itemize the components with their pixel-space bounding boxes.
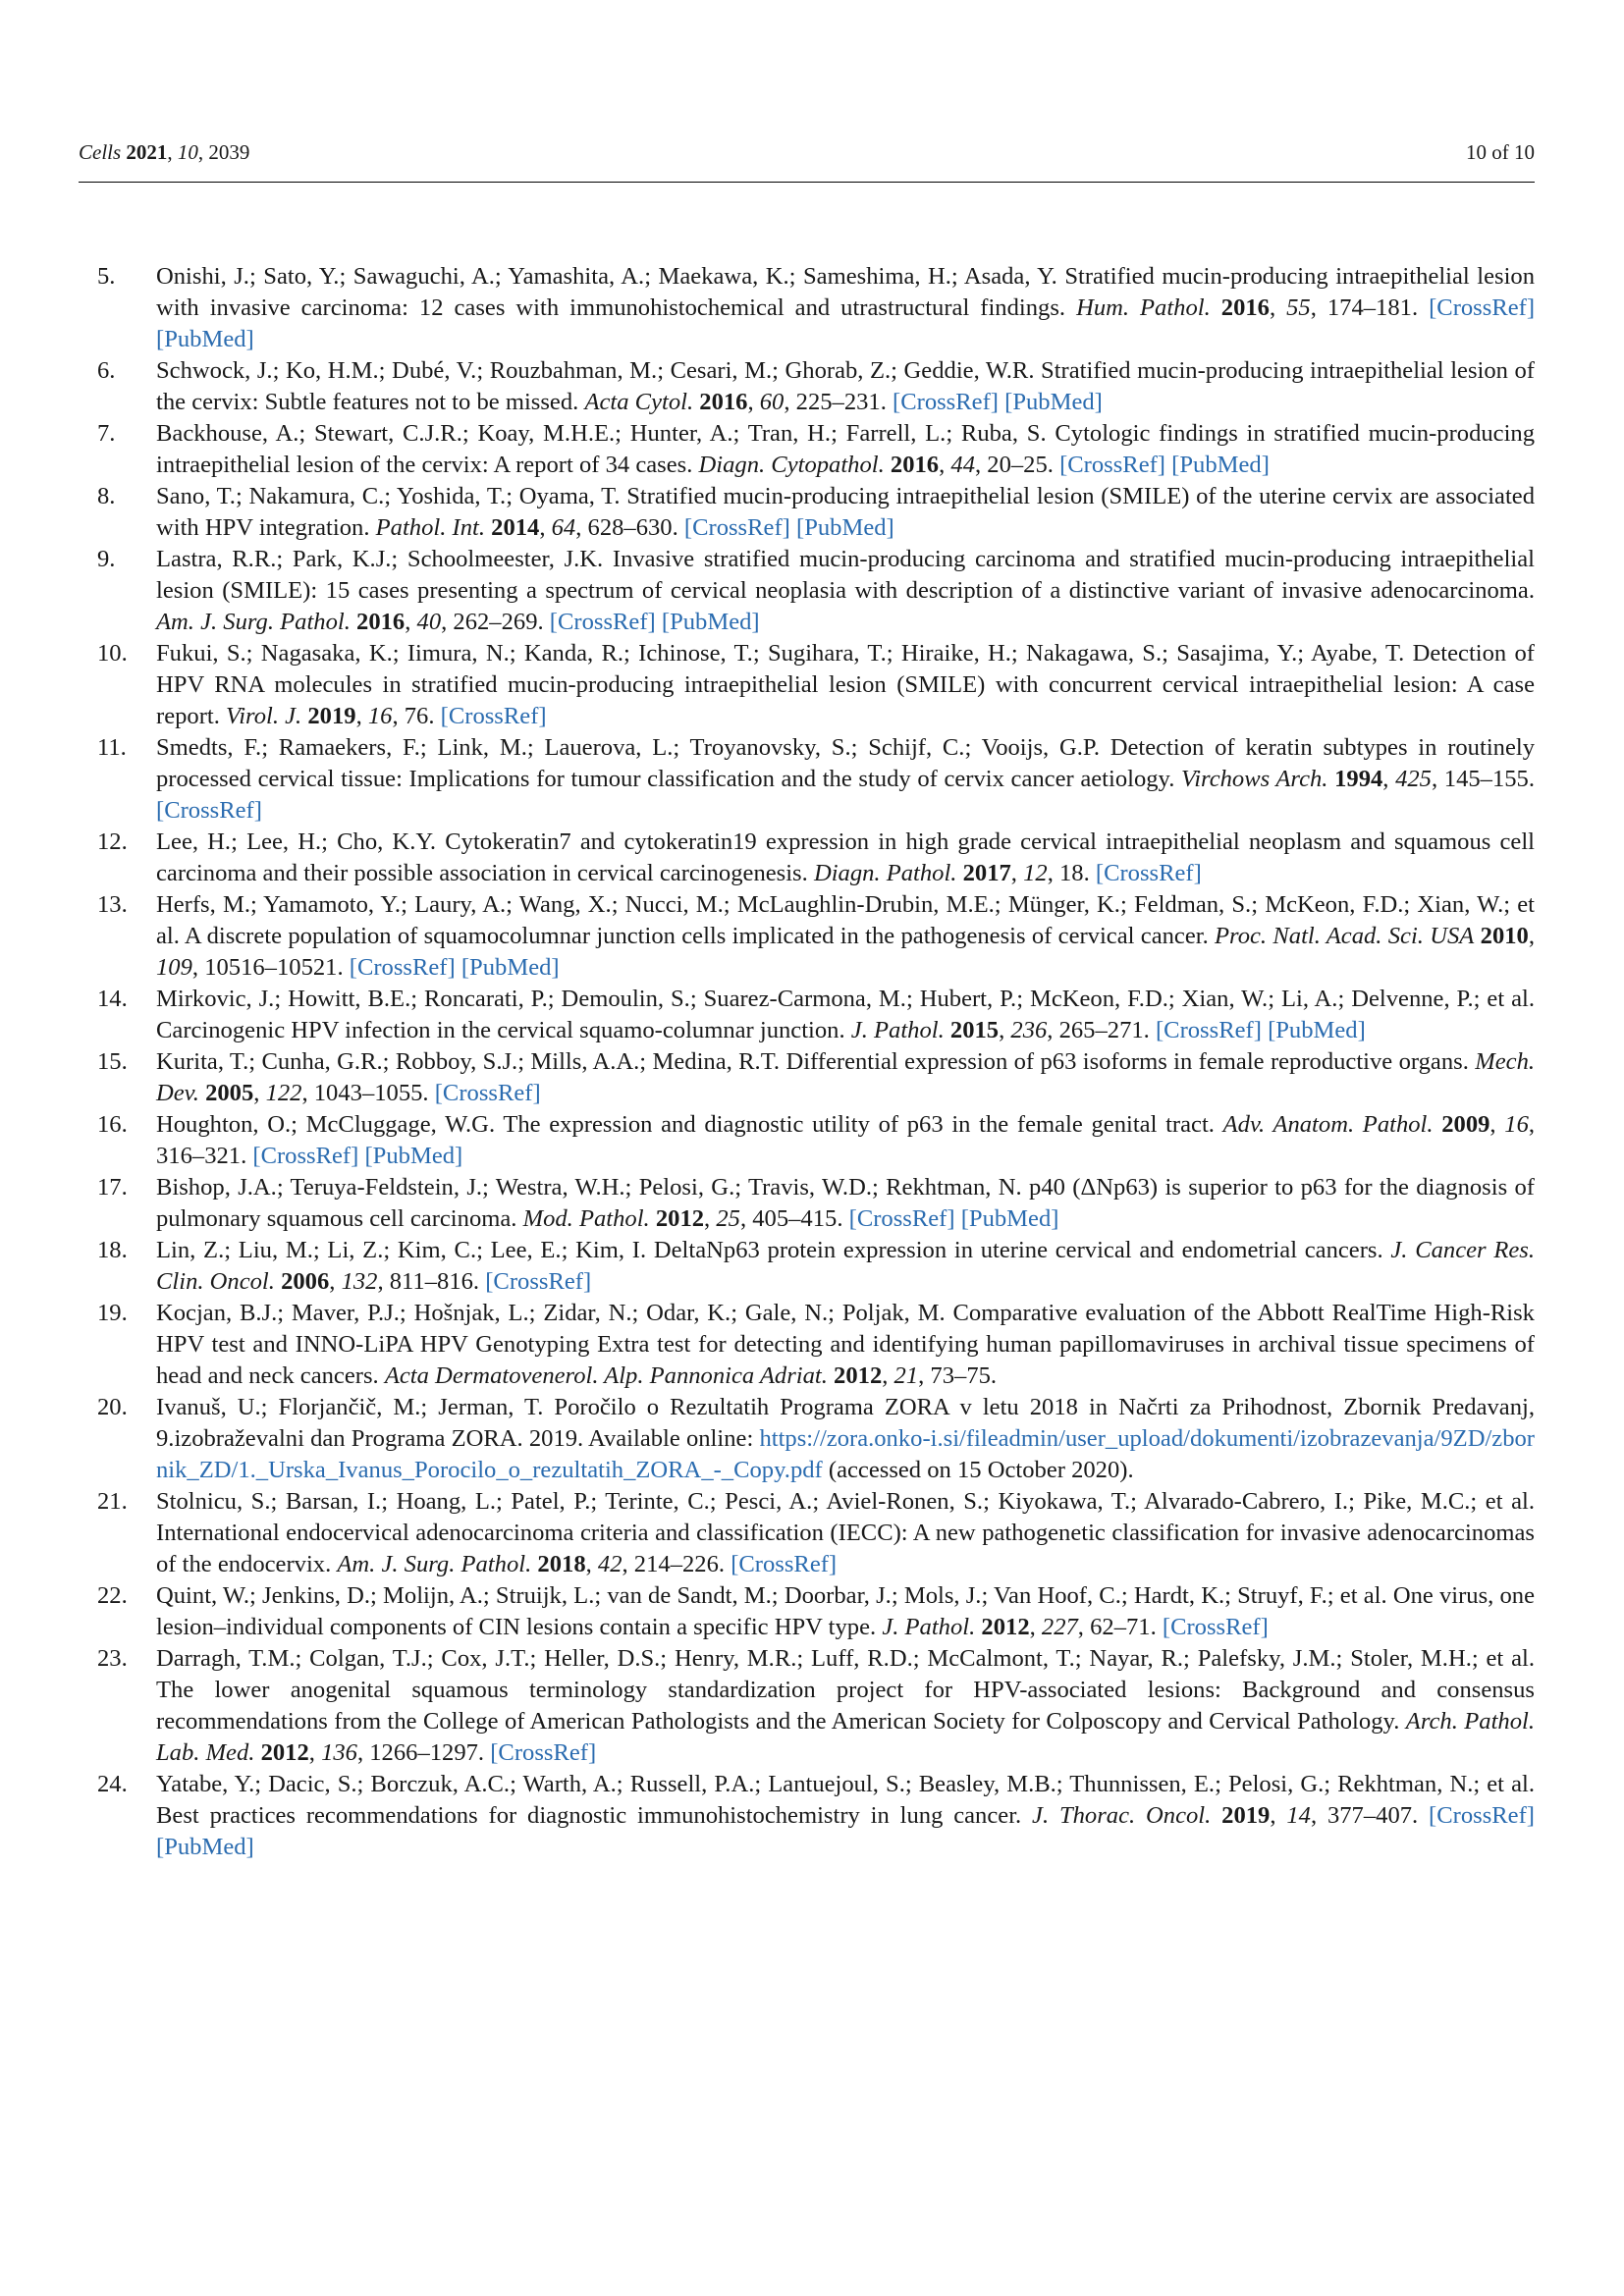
reference-journal: J. Thorac. Oncol. xyxy=(1032,1802,1212,1829)
pubmed-link[interactable]: [PubMed] xyxy=(1171,452,1270,478)
crossref-link[interactable]: [CrossRef] xyxy=(731,1551,838,1577)
reference-volume: 236 xyxy=(1010,1017,1048,1043)
reference-pages: 145–155. xyxy=(1443,766,1535,792)
reference-text: Fukui, S.; Nagasaka, K.; Iimura, N.; Kanda, R.; Ichinose, T.; Sugihara, T.; Hiraike, H.; Nakagawa, S.; Sasajima, Y.; Ayabe, T. Detection of HPV RNA molecules in stratified mucin-producing intraepithelial lesion (SMILE) with concurrent cervical intraepithelial lesion: A case report. Virol. J. 2019, 16, 76. [CrossRef] xyxy=(156,640,1535,729)
reference-number: 6. xyxy=(97,357,116,384)
reference-item xyxy=(79,827,1535,889)
reference-title: Best practices recommendations for diagnostic immunohistochemistry in lung cancer. xyxy=(156,1802,1022,1829)
reference-volume: 55 xyxy=(1286,294,1311,321)
reference-authors: Kocjan, B.J.; Maver, P.J.; Hošnjak, L.; Zidar, N.; Odar, K.; Gale, N.; Poljak, M. xyxy=(156,1300,946,1326)
crossref-link[interactable]: [CrossRef] xyxy=(252,1143,359,1169)
reference-pages: 1266–1297. xyxy=(369,1739,485,1766)
crossref-link[interactable]: [CrossRef] xyxy=(1155,1017,1262,1043)
reference-year: 2014 xyxy=(491,514,540,541)
reference-authors: Stolnicu, S.; Barsan, I.; Hoang, L.; Patel, P.; Terinte, C.; Pesci, A.; Aviel-Ronen, S.; Kiyokawa, T.; Alvarado-Cabrero, I.; Pike, M.C.; et al. xyxy=(156,1488,1535,1515)
reference-authors: Lastra, R.R.; Park, K.J.; Schoolmeester, J.K. xyxy=(156,546,604,572)
reference-volume: 109 xyxy=(156,954,192,981)
reference-year: 2010 xyxy=(1480,923,1529,949)
reference-volume: 227 xyxy=(1041,1614,1078,1640)
pubmed-link[interactable]: [PubMed] xyxy=(796,514,894,541)
crossref-link[interactable]: [CrossRef] xyxy=(434,1080,541,1106)
reference-number: 9. xyxy=(97,546,116,572)
reference-year: 2015 xyxy=(949,1017,1000,1043)
reference-year: 2012 xyxy=(655,1205,705,1232)
reference-number: 8. xyxy=(97,483,116,509)
reference-item xyxy=(79,732,1535,827)
reference-item xyxy=(79,481,1535,544)
reference-authors: Bishop, J.A.; Teruya-Feldstein, J.; Westra, W.H.; Pelosi, G.; Travis, W.D.; Rekhtman, N. xyxy=(156,1174,1022,1201)
reference-text: Mirkovic, J.; Howitt, B.E.; Roncarati, P.; Demoulin, S.; Suarez-Carmona, M.; Hubert, P.; McKeon, F.D.; Xian, W.; Li, A.; Delvenne, P.; et al. Carcinogenic HPV infection in the cervical squamo-columnar junction. J. Pathol. 2015, 236, 265–271. [CrossRef] [PubMed] xyxy=(156,986,1535,1043)
journal-citation: Cells 2021, 10, 2039 xyxy=(79,140,250,164)
reference-title: A discrete population of squamocolumnar junction cells implicated in the pathogenesis of cervical cancer. xyxy=(184,923,1209,949)
reference-item xyxy=(79,1769,1535,1863)
crossref-link[interactable]: [CrossRef] xyxy=(1429,294,1536,321)
reference-title: Invasive stratified mucin-producing carcinoma and stratified mucin-producing intraepithelial lesion (SMILE): 15 cases presenting a spectrum of cervical neoplasia with description of a distinctive variant of invasive adenocarcinoma. xyxy=(156,546,1535,604)
reference-volume: 16 xyxy=(1504,1111,1529,1138)
pubmed-link[interactable]: [PubMed] xyxy=(460,954,560,981)
reference-title: The lower anogenital squamous terminology standardization project for HPV-associated lesions: Background and consensus recommendations from the College of American Pathologists and the American Society for Colposcopy and Cervical Pathology. xyxy=(156,1677,1535,1735)
reference-volume: 44 xyxy=(950,452,975,478)
reference-journal: Am. J. Surg. Pathol. xyxy=(337,1551,532,1577)
reference-volume: 60 xyxy=(759,389,785,415)
reference-item xyxy=(79,1172,1535,1235)
crossref-link[interactable]: [CrossRef] xyxy=(485,1268,592,1295)
reference-number: 22. xyxy=(97,1582,128,1609)
reference-text: Sano, T.; Nakamura, C.; Yoshida, T.; Oyama, T. Stratified mucin-producing intraepithelial lesion (SMILE) of the uterine cervix are associated with HPV integration. Pathol. Int. 2014, 64, 628–630. [CrossRef] [PubMed] xyxy=(156,483,1536,541)
crossref-link[interactable]: [CrossRef] xyxy=(1095,860,1202,886)
reference-authors: Schwock, J.; Ko, H.M.; Dubé, V.; Rouzbahman, M.; Cesari, M.; Ghorab, Z.; Geddie, W.R. xyxy=(156,357,1035,384)
reference-volume: 16 xyxy=(367,703,393,729)
reference-year: 2012 xyxy=(834,1362,883,1389)
reference-volume: 132 xyxy=(341,1268,378,1295)
reference-number: 10. xyxy=(97,640,128,667)
reference-url-link[interactable]: https://zora.onko-i.si/fileadmin/user_upload/dokumenti/izobrazevanja/9ZD/zbornik_ZD/1._Urska_Ivanus_Porocilo_o_rezultatih_ZORA_-_Copy.pdf xyxy=(156,1425,1535,1483)
reference-item xyxy=(79,1298,1535,1392)
reference-text: Lin, Z.; Liu, M.; Li, Z.; Kim, C.; Lee, E.; Kim, I. DeltaNp63 protein expression in uterine cervical and endometrial cancers. J. Cancer Res. Clin. Oncol. 2006, 132, 811–816. [CrossRef] xyxy=(156,1237,1535,1295)
reference-journal: Arch. Pathol. Lab. Med. xyxy=(156,1708,1536,1766)
reference-item xyxy=(79,984,1535,1046)
reference-journal: J. Cancer Res. Clin. Oncol. xyxy=(156,1237,1535,1295)
reference-text: Schwock, J.; Ko, H.M.; Dubé, V.; Rouzbahman, M.; Cesari, M.; Ghorab, Z.; Geddie, W.R. Stratified mucin-producing intraepithelial lesion of the cervix: Subtle features not to be missed. Acta Cytol. 2016, 60, 225–231. [CrossRef] [PubMed] xyxy=(156,357,1535,415)
reference-authors: Onishi, J.; Sato, Y.; Sawaguchi, A.; Yamashita, A.; Maekawa, K.; Sameshima, H.; Asada, Y. xyxy=(156,263,1057,290)
crossref-link[interactable]: [CrossRef] xyxy=(349,954,456,981)
reference-pages: 214–226. xyxy=(633,1551,726,1577)
page-number: 10 of 10 xyxy=(1466,140,1535,164)
reference-year: 2019 xyxy=(307,703,356,729)
reference-authors: Backhouse, A.; Stewart, C.J.R.; Koay, M.H.E.; Hunter, A.; Tran, H.; Farrell, L.; Ruba, S. xyxy=(156,420,1047,447)
reference-item xyxy=(79,889,1535,984)
reference-pages: 225–231. xyxy=(795,389,887,415)
reference-title: Stratified mucin-producing intraepithelial lesion of the cervix: Subtle features not to be missed. xyxy=(156,357,1535,415)
reference-title: Detection of HPV RNA molecules in stratified mucin-producing intraepithelial lesion (SMILE) with concurrent cervical intraepithelial lesion: A case report. xyxy=(156,640,1535,729)
pubmed-link[interactable]: [PubMed] xyxy=(960,1205,1059,1232)
reference-pages: 265–271. xyxy=(1058,1017,1150,1043)
reference-title: Comparative evaluation of the Abbott RealTime High-Risk HPV test and INNO-LiPA HPV Genotyping Extra test for detecting and identifying human papillomaviruses in archival tissue specimens of head and neck cancers. xyxy=(156,1300,1535,1389)
reference-journal: Proc. Natl. Acad. Sci. USA xyxy=(1215,923,1475,949)
reference-journal: J. Pathol. xyxy=(850,1017,945,1043)
reference-journal: Am. J. Surg. Pathol. xyxy=(156,609,351,635)
reference-title: Carcinogenic HPV infection in the cervical squamo-columnar junction. xyxy=(156,1017,845,1043)
pubmed-link[interactable]: [PubMed] xyxy=(1004,389,1103,415)
reference-authors: Mirkovic, J.; Howitt, B.E.; Roncarati, P.; Demoulin, S.; Suarez-Carmona, M.; Hubert, P.; McKeon, F.D.; Xian, W.; Li, A.; Delvenne, P.; et al. xyxy=(156,986,1535,1012)
crossref-link[interactable]: [CrossRef] xyxy=(549,609,656,635)
reference-text: Darragh, T.M.; Colgan, T.J.; Cox, J.T.; Heller, D.S.; Henry, M.R.; Luff, R.D.; McCalmont, T.; Nayar, R.; Palefsky, J.M.; Stoler, M.H.; et al. The lower anogenital squamous terminology standardization project for HPV-associated lesions: Background and consensus recommendations from the College of American Pathologists and the American Society for Colposcopy and Cervical Pathology. Arch. Pathol. Lab. Med. 2012, 136, 1266–1297. [CrossRef] xyxy=(156,1645,1536,1766)
reference-year: 2009 xyxy=(1441,1111,1490,1138)
reference-text: Bishop, J.A.; Teruya-Feldstein, J.; Westra, W.H.; Pelosi, G.; Travis, W.D.; Rekhtman, N. p40 (ΔNp63) is superior to p63 for the diagnosis of pulmonary squamous cell carcinoma. Mod. Pathol. 2012, 25, 405–415. [CrossRef] [PubMed] xyxy=(156,1174,1535,1232)
reference-text xyxy=(156,1392,1535,1486)
reference-text: Lastra, R.R.; Park, K.J.; Schoolmeester, J.K. Invasive stratified mucin-producing carcinoma and stratified mucin-producing intraepithelial lesion (SMILE): 15 cases presenting a spectrum of cervical neoplasia with description of a distinctive variant of invasive adenocarcinoma. Am. J. Surg. Pathol. 2016, 40, 262–269. [CrossRef] [PubMed] xyxy=(156,546,1535,635)
crossref-link[interactable]: [CrossRef] xyxy=(893,389,999,415)
reference-number: 5. xyxy=(97,263,116,290)
reference-item xyxy=(79,355,1535,418)
reference-pages: 76. xyxy=(404,703,435,729)
reference-authors: Smedts, F.; Ramaekers, F.; Link, M.; Lauerova, L.; Troyanovsky, S.; Schijf, C.; Vooijs, G.P. xyxy=(156,734,1100,761)
pubmed-link[interactable]: [PubMed] xyxy=(661,609,760,635)
reference-item xyxy=(79,1046,1535,1109)
reference-title: Stratified mucin-producing intraepithelial lesion with invasive carcinoma: 12 cases with immunohistochemical and utrastructural findings. xyxy=(156,263,1536,321)
pubmed-link[interactable]: [PubMed] xyxy=(1268,1017,1366,1043)
reference-title: Cytokeratin7 and cytokeratin19 expression in high grade cervical intraepithelial neoplasm and squamous cell carcinoma and their possible association in cervical carcinogenesis. xyxy=(156,828,1535,886)
reference-title: Detection of keratin subtypes in routinely processed cervical tissue: Implications for tumour classification and the study of cervix cancer aetiology. xyxy=(156,734,1535,792)
reference-authors: Ivanuš, U.; Florjančič, M.; Jerman, T. xyxy=(156,1394,544,1420)
reference-number: 24. xyxy=(97,1771,128,1797)
reference-title: p40 (ΔNp63) is superior to p63 for the diagnosis of pulmonary squamous cell carcinoma. xyxy=(156,1174,1535,1232)
reference-list xyxy=(79,261,1535,1863)
reference-volume: 64 xyxy=(551,514,576,541)
reference-authors: Quint, W.; Jenkins, D.; Molijn, A.; Struijk, L.; van de Sandt, M.; Doorbar, J.; Mols, J.; Van Hoof, C.; Hardt, K.; Struyf, F.; et al. xyxy=(156,1582,1387,1609)
reference-text: Houghton, O.; McCluggage, W.G. The expression and diagnostic utility of p63 in the female genital tract. Adv. Anatom. Pathol. 2009, 16, 316–321. [CrossRef] [PubMed] xyxy=(156,1111,1536,1169)
crossref-link[interactable]: [CrossRef] xyxy=(156,797,262,824)
crossref-link[interactable]: [CrossRef] xyxy=(490,1739,597,1766)
reference-journal: Diagn. Pathol. xyxy=(813,860,957,886)
article-number: 2039 xyxy=(208,140,250,164)
pubmed-link[interactable]: [PubMed] xyxy=(156,1834,254,1860)
reference-item xyxy=(79,1580,1535,1643)
reference-authors: Fukui, S.; Nagasaka, K.; Iimura, N.; Kanda, R.; Ichinose, T.; Sugihara, T.; Hiraike, H.; Nakagawa, S.; Sasajima, Y.; Ayabe, T. xyxy=(156,640,1405,667)
reference-number: 12. xyxy=(97,828,128,855)
reference-year: 2012 xyxy=(260,1739,309,1766)
reference-year: 2005 xyxy=(205,1080,254,1106)
reference-journal: Hum. Pathol. xyxy=(1076,294,1211,321)
reference-number: 15. xyxy=(97,1048,128,1075)
header-rule xyxy=(79,182,1535,183)
reference-pages: 20–25. xyxy=(987,452,1054,478)
reference-item xyxy=(79,1643,1535,1769)
reference-journal: Adv. Anatom. Pathol. xyxy=(1222,1111,1434,1138)
crossref-link[interactable]: [CrossRef] xyxy=(1059,452,1166,478)
reference-title: One virus, one lesion–individual components of CIN lesions contain a specific HPV type. xyxy=(156,1582,1535,1640)
reference-text: Lee, H.; Lee, H.; Cho, K.Y. Cytokeratin7 and cytokeratin19 expression in high grade cervical intraepithelial neoplasm and squamous cell carcinoma and their possible association in cervical carcinogenesis. Diagn. Pathol. 2017, 12, 18. [CrossRef] xyxy=(156,828,1535,886)
pubmed-link[interactable]: [PubMed] xyxy=(156,326,254,352)
reference-volume: 122 xyxy=(265,1080,302,1106)
reference-item xyxy=(79,1235,1535,1298)
reference-journal: Virol. J. xyxy=(226,703,302,729)
reference-year: 2006 xyxy=(281,1268,330,1295)
reference-authors: Darragh, T.M.; Colgan, T.J.; Cox, J.T.; Heller, D.S.; Henry, M.R.; Luff, R.D.; McCalmont, T.; Nayar, R.; Palefsky, J.M.; Stoler, M.H.; et al. xyxy=(156,1645,1535,1672)
reference-pages: 405–415. xyxy=(752,1205,843,1232)
reference-journal: Acta Cytol. xyxy=(584,389,694,415)
reference-item xyxy=(79,1109,1535,1172)
reference-pages: 62–71. xyxy=(1090,1614,1157,1640)
reference-journal: J. Pathol. xyxy=(882,1614,976,1640)
reference-authors: Lee, H.; Lee, H.; Cho, K.Y. xyxy=(156,828,437,855)
reference-journal: Acta Dermatovenerol. Alp. Pannonica Adriat. xyxy=(384,1362,828,1389)
reference-title: Stratified mucin-producing intraepithelial lesion (SMILE) of the uterine cervix are associated with HPV integration. xyxy=(156,483,1536,541)
reference-authors: Lin, Z.; Liu, M.; Li, Z.; Kim, C.; Lee, E.; Kim, I. xyxy=(156,1237,647,1263)
reference-volume: 12 xyxy=(1023,860,1048,886)
reference-journal: Mod. Pathol. xyxy=(522,1205,650,1232)
reference-title: International endocervical adenocarcinoma criteria and classification (IECC): A new pathogenetic classification for invasive adenocarcinomas of the endocervix. xyxy=(156,1520,1535,1577)
reference-year: 2016 xyxy=(1220,294,1270,321)
reference-number: 19. xyxy=(97,1300,128,1326)
reference-journal: Diagn. Cytopathol. xyxy=(698,452,885,478)
reference-number: 21. xyxy=(97,1488,128,1515)
reference-item xyxy=(79,544,1535,638)
reference-pages: 262–269. xyxy=(453,609,544,635)
reference-text: Quint, W.; Jenkins, D.; Molijn, A.; Struijk, L.; van de Sandt, M.; Doorbar, J.; Mols, J.; Van Hoof, C.; Hardt, K.; Struyf, F.; et al. One virus, one lesion–individual components of CIN lesions contain a specific HPV type. J. Pathol. 2012, 227, 62–71. [CrossRef] xyxy=(156,1582,1535,1640)
reference-year: 2017 xyxy=(962,860,1011,886)
reference-number: 7. xyxy=(97,420,116,447)
reference-pages: 628–630. xyxy=(587,514,678,541)
reference-year: 1994 xyxy=(1334,766,1383,792)
crossref-link[interactable]: [CrossRef] xyxy=(848,1205,955,1232)
reference-title: Poročilo o Rezultatih Programa ZORA v letu 2018 in Načrti za Prihodnost, Zbornik Predavanj, 9.izobraževalni dan Programa ZORA. 2019. Available online: xyxy=(156,1394,1535,1452)
reference-year: 2016 xyxy=(699,389,748,415)
reference-volume: 42 xyxy=(597,1551,623,1577)
reference-pages: 377–407. xyxy=(1326,1802,1419,1829)
reference-pages: 174–181. xyxy=(1326,294,1419,321)
journal-volume: 10 xyxy=(177,140,198,164)
running-header xyxy=(79,139,1535,165)
reference-authors: Herfs, M.; Yamamoto, Y.; Laury, A.; Wang, X.; Nucci, M.; McLaughlin-Drubin, M.E.; Münger, K.; Feldman, S.; McKeon, F.D.; Xian, W.; et al. xyxy=(156,891,1535,949)
reference-text: Smedts, F.; Ramaekers, F.; Link, M.; Lauerova, L.; Troyanovsky, S.; Schijf, C.; Vooijs, G.P. Detection of keratin subtypes in routinely processed cervical tissue: Implications for tumour classification and the study of cervix cancer aetiology. Virchows Arch. 1994, 425, 145–155. [CrossRef] xyxy=(156,734,1535,824)
reference-volume: 40 xyxy=(416,609,442,635)
reference-number: 11. xyxy=(97,734,127,761)
reference-pages: 10516–10521. xyxy=(204,954,344,981)
reference-number: 14. xyxy=(97,986,128,1012)
reference-authors: Yatabe, Y.; Dacic, S.; Borczuk, A.C.; Warth, A.; Russell, P.A.; Lantuejoul, S.; Beasley, M.B.; Thunnissen, E.; Pelosi, G.; Rekhtman, N.; et al. xyxy=(156,1771,1535,1797)
reference-accessed: (accessed on 15 October 2020). xyxy=(828,1457,1134,1483)
reference-volume: 21 xyxy=(893,1362,919,1389)
reference-authors: Sano, T.; Nakamura, C.; Yoshida, T.; Oyama, T. xyxy=(156,483,621,509)
reference-year: 2016 xyxy=(890,452,940,478)
reference-item xyxy=(79,1392,1535,1486)
reference-text: Yatabe, Y.; Dacic, S.; Borczuk, A.C.; Warth, A.; Russell, P.A.; Lantuejoul, S.; Beasley, M.B.; Thunnissen, E.; Pelosi, G.; Rekhtman, N.; et al. Best practices recommendations for diagnostic immunohistochemistry in lung cancer. J. Thorac. Oncol. 2019, 14, 377–407. [CrossRef] [PubMed] xyxy=(156,1771,1535,1860)
reference-title: DeltaNp63 protein expression in uterine cervical and endometrial cancers. xyxy=(653,1237,1383,1263)
reference-number: 16. xyxy=(97,1111,128,1138)
reference-text: Kurita, T.; Cunha, G.R.; Robboy, S.J.; Mills, A.A.; Medina, R.T. Differential expression of p63 isoforms in female reproductive organs. Mech. Dev. 2005, 122, 1043–1055. [CrossRef] xyxy=(156,1048,1536,1106)
reference-year: 2016 xyxy=(356,609,406,635)
reference-text: Herfs, M.; Yamamoto, Y.; Laury, A.; Wang, X.; Nucci, M.; McLaughlin-Drubin, M.E.; Münger, K.; Feldman, S.; McKeon, F.D.; Xian, W.; et al. A discrete population of squamocolumnar junction cells implicated in the pathogenesis of cervical cancer. Proc. Natl. Acad. Sci. USA 2010, 109, 10516–10521. [CrossRef] [PubMed] xyxy=(156,891,1535,981)
reference-text: Stolnicu, S.; Barsan, I.; Hoang, L.; Patel, P.; Terinte, C.; Pesci, A.; Aviel-Ronen, S.; Kiyokawa, T.; Alvarado-Cabrero, I.; Pike, M.C.; et al. International endocervical adenocarcinoma criteria and classification (IECC): A new pathogenetic classification for invasive adenocarcinomas of the endocervix. Am. J. Surg. Pathol. 2018, 42, 214–226. [CrossRef] xyxy=(156,1488,1535,1577)
crossref-link[interactable]: [CrossRef] xyxy=(683,514,790,541)
crossref-link[interactable]: [CrossRef] xyxy=(1162,1614,1269,1640)
reference-item xyxy=(79,1486,1535,1580)
reference-pages: 316–321. xyxy=(156,1143,247,1169)
reference-title: Cytologic findings in stratified mucin-producing intraepithelial lesion of the cervix: A report of 34 cases. xyxy=(156,420,1536,478)
reference-volume: 136 xyxy=(321,1739,357,1766)
reference-text: Onishi, J.; Sato, Y.; Sawaguchi, A.; Yamashita, A.; Maekawa, K.; Sameshima, H.; Asada, Y. Stratified mucin-producing intraepithelial lesion with invasive carcinoma: 12 cases with immunohistochemical and utrastructural findings. Hum. Pathol. 2016, 55, 174–181. [CrossRef] [PubMed] xyxy=(156,263,1536,352)
reference-title: The expression and diagnostic utility of p63 in the female genital tract. xyxy=(503,1111,1215,1138)
crossref-link[interactable]: [CrossRef] xyxy=(440,703,547,729)
reference-number: 13. xyxy=(97,891,128,918)
reference-text: Backhouse, A.; Stewart, C.J.R.; Koay, M.H.E.; Hunter, A.; Tran, H.; Farrell, L.; Ruba, S. Cytologic findings in stratified mucin-producing intraepithelial lesion of the cervix: A report of 34 cases. Diagn. Cytopathol. 2016, 44, 20–25. [CrossRef] [PubMed] xyxy=(156,420,1536,478)
reference-volume: 14 xyxy=(1286,1802,1311,1829)
reference-journal: Pathol. Int. xyxy=(375,514,485,541)
reference-item xyxy=(79,418,1535,481)
reference-item xyxy=(79,638,1535,732)
reference-year: 2018 xyxy=(537,1551,586,1577)
reference-authors: Kurita, T.; Cunha, G.R.; Robboy, S.J.; Mills, A.A.; Medina, R.T. xyxy=(156,1048,781,1075)
reference-pages: 73–75. xyxy=(930,1362,998,1389)
reference-authors: Houghton, O.; McCluggage, W.G. xyxy=(156,1111,496,1138)
reference-pages: 1043–1055. xyxy=(313,1080,429,1106)
crossref-link[interactable]: [CrossRef] xyxy=(1429,1802,1535,1829)
reference-number: 20. xyxy=(97,1394,128,1420)
reference-title: Differential expression of p63 isoforms in female reproductive organs. xyxy=(785,1048,1469,1075)
reference-volume: 425 xyxy=(1395,766,1432,792)
reference-pages: 811–816. xyxy=(389,1268,480,1295)
reference-journal: Virchows Arch. xyxy=(1181,766,1328,792)
reference-number: 17. xyxy=(97,1174,128,1201)
reference-text: Kocjan, B.J.; Maver, P.J.; Hošnjak, L.; Zidar, N.; Odar, K.; Gale, N.; Poljak, M. Comparative evaluation of the Abbott RealTime High-Risk HPV test and INNO-LiPA HPV Genotyping Extra test for detecting and identifying human papillomaviruses in archival tissue specimens of head and neck cancers. Acta Dermatovenerol. Alp. Pannonica Adriat. 2012, 21, 73–75. xyxy=(156,1300,1535,1389)
reference-year: 2019 xyxy=(1221,1802,1271,1829)
reference-volume: 25 xyxy=(716,1205,740,1232)
reference-number: 23. xyxy=(97,1645,128,1672)
reference-item xyxy=(79,261,1535,355)
reference-year: 2012 xyxy=(981,1614,1030,1640)
journal-name: Cells xyxy=(79,140,122,164)
journal-year: 2021 xyxy=(126,140,168,164)
reference-number: 18. xyxy=(97,1237,128,1263)
pubmed-link[interactable]: [PubMed] xyxy=(364,1143,463,1169)
reference-journal: Mech. Dev. xyxy=(156,1048,1536,1106)
reference-pages: 18. xyxy=(1058,860,1090,886)
